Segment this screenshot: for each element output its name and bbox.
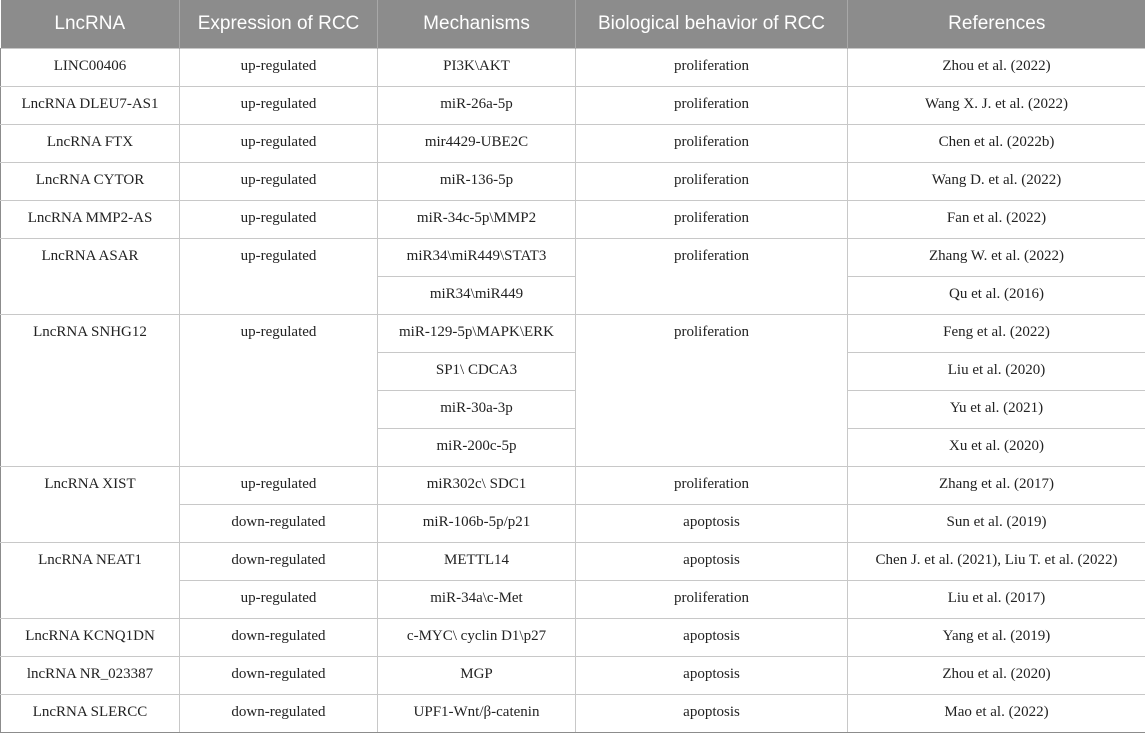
behavior-cell: proliferation (576, 314, 848, 466)
lncrna-cell: lncRNA NR_023387 (1, 656, 180, 694)
lncrna-cell: LncRNA NEAT1 (1, 542, 180, 618)
mechanism-cell: miR-34a\c-Met (378, 580, 576, 618)
behavior-cell: proliferation (576, 86, 848, 124)
behavior-cell: apoptosis (576, 542, 848, 580)
table-row (1, 238, 1145, 276)
expression-cell: up-regulated (180, 466, 378, 504)
reference-cell: Wang X. J. et al. (2022) (848, 86, 1145, 124)
mechanism-cell: miR-129-5p\MAPK\ERK (378, 314, 576, 352)
lncrna-cell: LncRNA MMP2-AS (1, 200, 180, 238)
behavior-cell: proliferation (576, 48, 848, 86)
mechanism-cell: miR-26a-5p (378, 86, 576, 124)
mechanism-cell: miR-136-5p (378, 162, 576, 200)
header-mechanisms: Mechanisms (378, 0, 576, 48)
expression-cell: down-regulated (180, 504, 378, 542)
reference-cell: Wang D. et al. (2022) (848, 162, 1145, 200)
mechanism-cell: miR-200c-5p (378, 428, 576, 466)
lncrna-cell: LncRNA DLEU7-AS1 (1, 86, 180, 124)
reference-cell: Zhang W. et al. (2022) (848, 238, 1145, 276)
lncrna-cell: LncRNA CYTOR (1, 162, 180, 200)
mechanism-cell: miR-34c-5p\MMP2 (378, 200, 576, 238)
behavior-cell: proliferation (576, 124, 848, 162)
table-row (1, 656, 1145, 694)
mechanism-cell: mir4429-UBE2C (378, 124, 576, 162)
reference-cell: Yu et al. (2021) (848, 390, 1145, 428)
expression-cell: down-regulated (180, 542, 378, 580)
table-row (1, 200, 1145, 238)
reference-cell: Feng et al. (2022) (848, 314, 1145, 352)
reference-cell: Zhang et al. (2017) (848, 466, 1145, 504)
behavior-cell: proliferation (576, 162, 848, 200)
mechanism-cell: SP1\ CDCA3 (378, 352, 576, 390)
expression-cell: down-regulated (180, 694, 378, 732)
lncrna-cell: LncRNA FTX (1, 124, 180, 162)
header-behavior: Biological behavior of RCC (576, 0, 848, 48)
behavior-cell: proliferation (576, 200, 848, 238)
lncrna-cell: LncRNA XIST (1, 466, 180, 542)
reference-cell: Xu et al. (2020) (848, 428, 1145, 466)
table-row (1, 124, 1145, 162)
behavior-cell: apoptosis (576, 504, 848, 542)
expression-cell: up-regulated (180, 86, 378, 124)
behavior-cell: proliferation (576, 466, 848, 504)
behavior-cell: apoptosis (576, 618, 848, 656)
reference-cell: Yang et al. (2019) (848, 618, 1145, 656)
reference-cell: Fan et al. (2022) (848, 200, 1145, 238)
expression-cell: down-regulated (180, 656, 378, 694)
header-references: References (848, 0, 1145, 48)
header-lncrna: LncRNA (1, 0, 180, 48)
expression-cell: down-regulated (180, 618, 378, 656)
reference-cell: Zhou et al. (2022) (848, 48, 1145, 86)
behavior-cell: proliferation (576, 238, 848, 314)
expression-cell: up-regulated (180, 238, 378, 314)
lncrna-cell: LncRNA SLERCC (1, 694, 180, 732)
expression-cell: up-regulated (180, 48, 378, 86)
table-row (1, 162, 1145, 200)
mechanism-cell: UPF1-Wnt/β-catenin (378, 694, 576, 732)
header-row (1, 0, 1145, 48)
reference-cell: Chen et al. (2022b) (848, 124, 1145, 162)
mechanism-cell: miR-30a-3p (378, 390, 576, 428)
reference-cell: Chen J. et al. (2021), Liu T. et al. (2022) (848, 542, 1145, 580)
expression-cell: up-regulated (180, 314, 378, 466)
reference-cell: Mao et al. (2022) (848, 694, 1145, 732)
reference-cell: Qu et al. (2016) (848, 276, 1145, 314)
lncrna-cell: LINC00406 (1, 48, 180, 86)
mechanism-cell: miR34\miR449 (378, 276, 576, 314)
mechanism-cell: PI3K\AKT (378, 48, 576, 86)
behavior-cell: apoptosis (576, 656, 848, 694)
table-row (1, 86, 1145, 124)
lncrna-cell: LncRNA SNHG12 (1, 314, 180, 466)
reference-cell: Sun et al. (2019) (848, 504, 1145, 542)
behavior-cell: proliferation (576, 580, 848, 618)
table-row (1, 48, 1145, 86)
mechanism-cell: MGP (378, 656, 576, 694)
table-row (1, 618, 1145, 656)
behavior-cell: apoptosis (576, 694, 848, 732)
expression-cell: up-regulated (180, 124, 378, 162)
reference-cell: Liu et al. (2020) (848, 352, 1145, 390)
lncrna-cell: LncRNA ASAR (1, 238, 180, 314)
expression-cell: up-regulated (180, 162, 378, 200)
expression-cell: up-regulated (180, 200, 378, 238)
reference-cell: Zhou et al. (2020) (848, 656, 1145, 694)
expression-cell: up-regulated (180, 580, 378, 618)
mechanism-cell: c-MYC\ cyclin D1\p27 (378, 618, 576, 656)
reference-cell: Liu et al. (2017) (848, 580, 1145, 618)
mechanism-cell: miR-106b-5p/p21 (378, 504, 576, 542)
table-row (1, 314, 1145, 352)
table-row (1, 466, 1145, 504)
header-expression: Expression of RCC (180, 0, 378, 48)
mechanism-cell: METTL14 (378, 542, 576, 580)
lncrna-cell: LncRNA KCNQ1DN (1, 618, 180, 656)
mechanism-cell: miR34\miR449\STAT3 (378, 238, 576, 276)
table-row (1, 694, 1145, 732)
mechanism-cell: miR302c\ SDC1 (378, 466, 576, 504)
table-row (1, 542, 1145, 580)
